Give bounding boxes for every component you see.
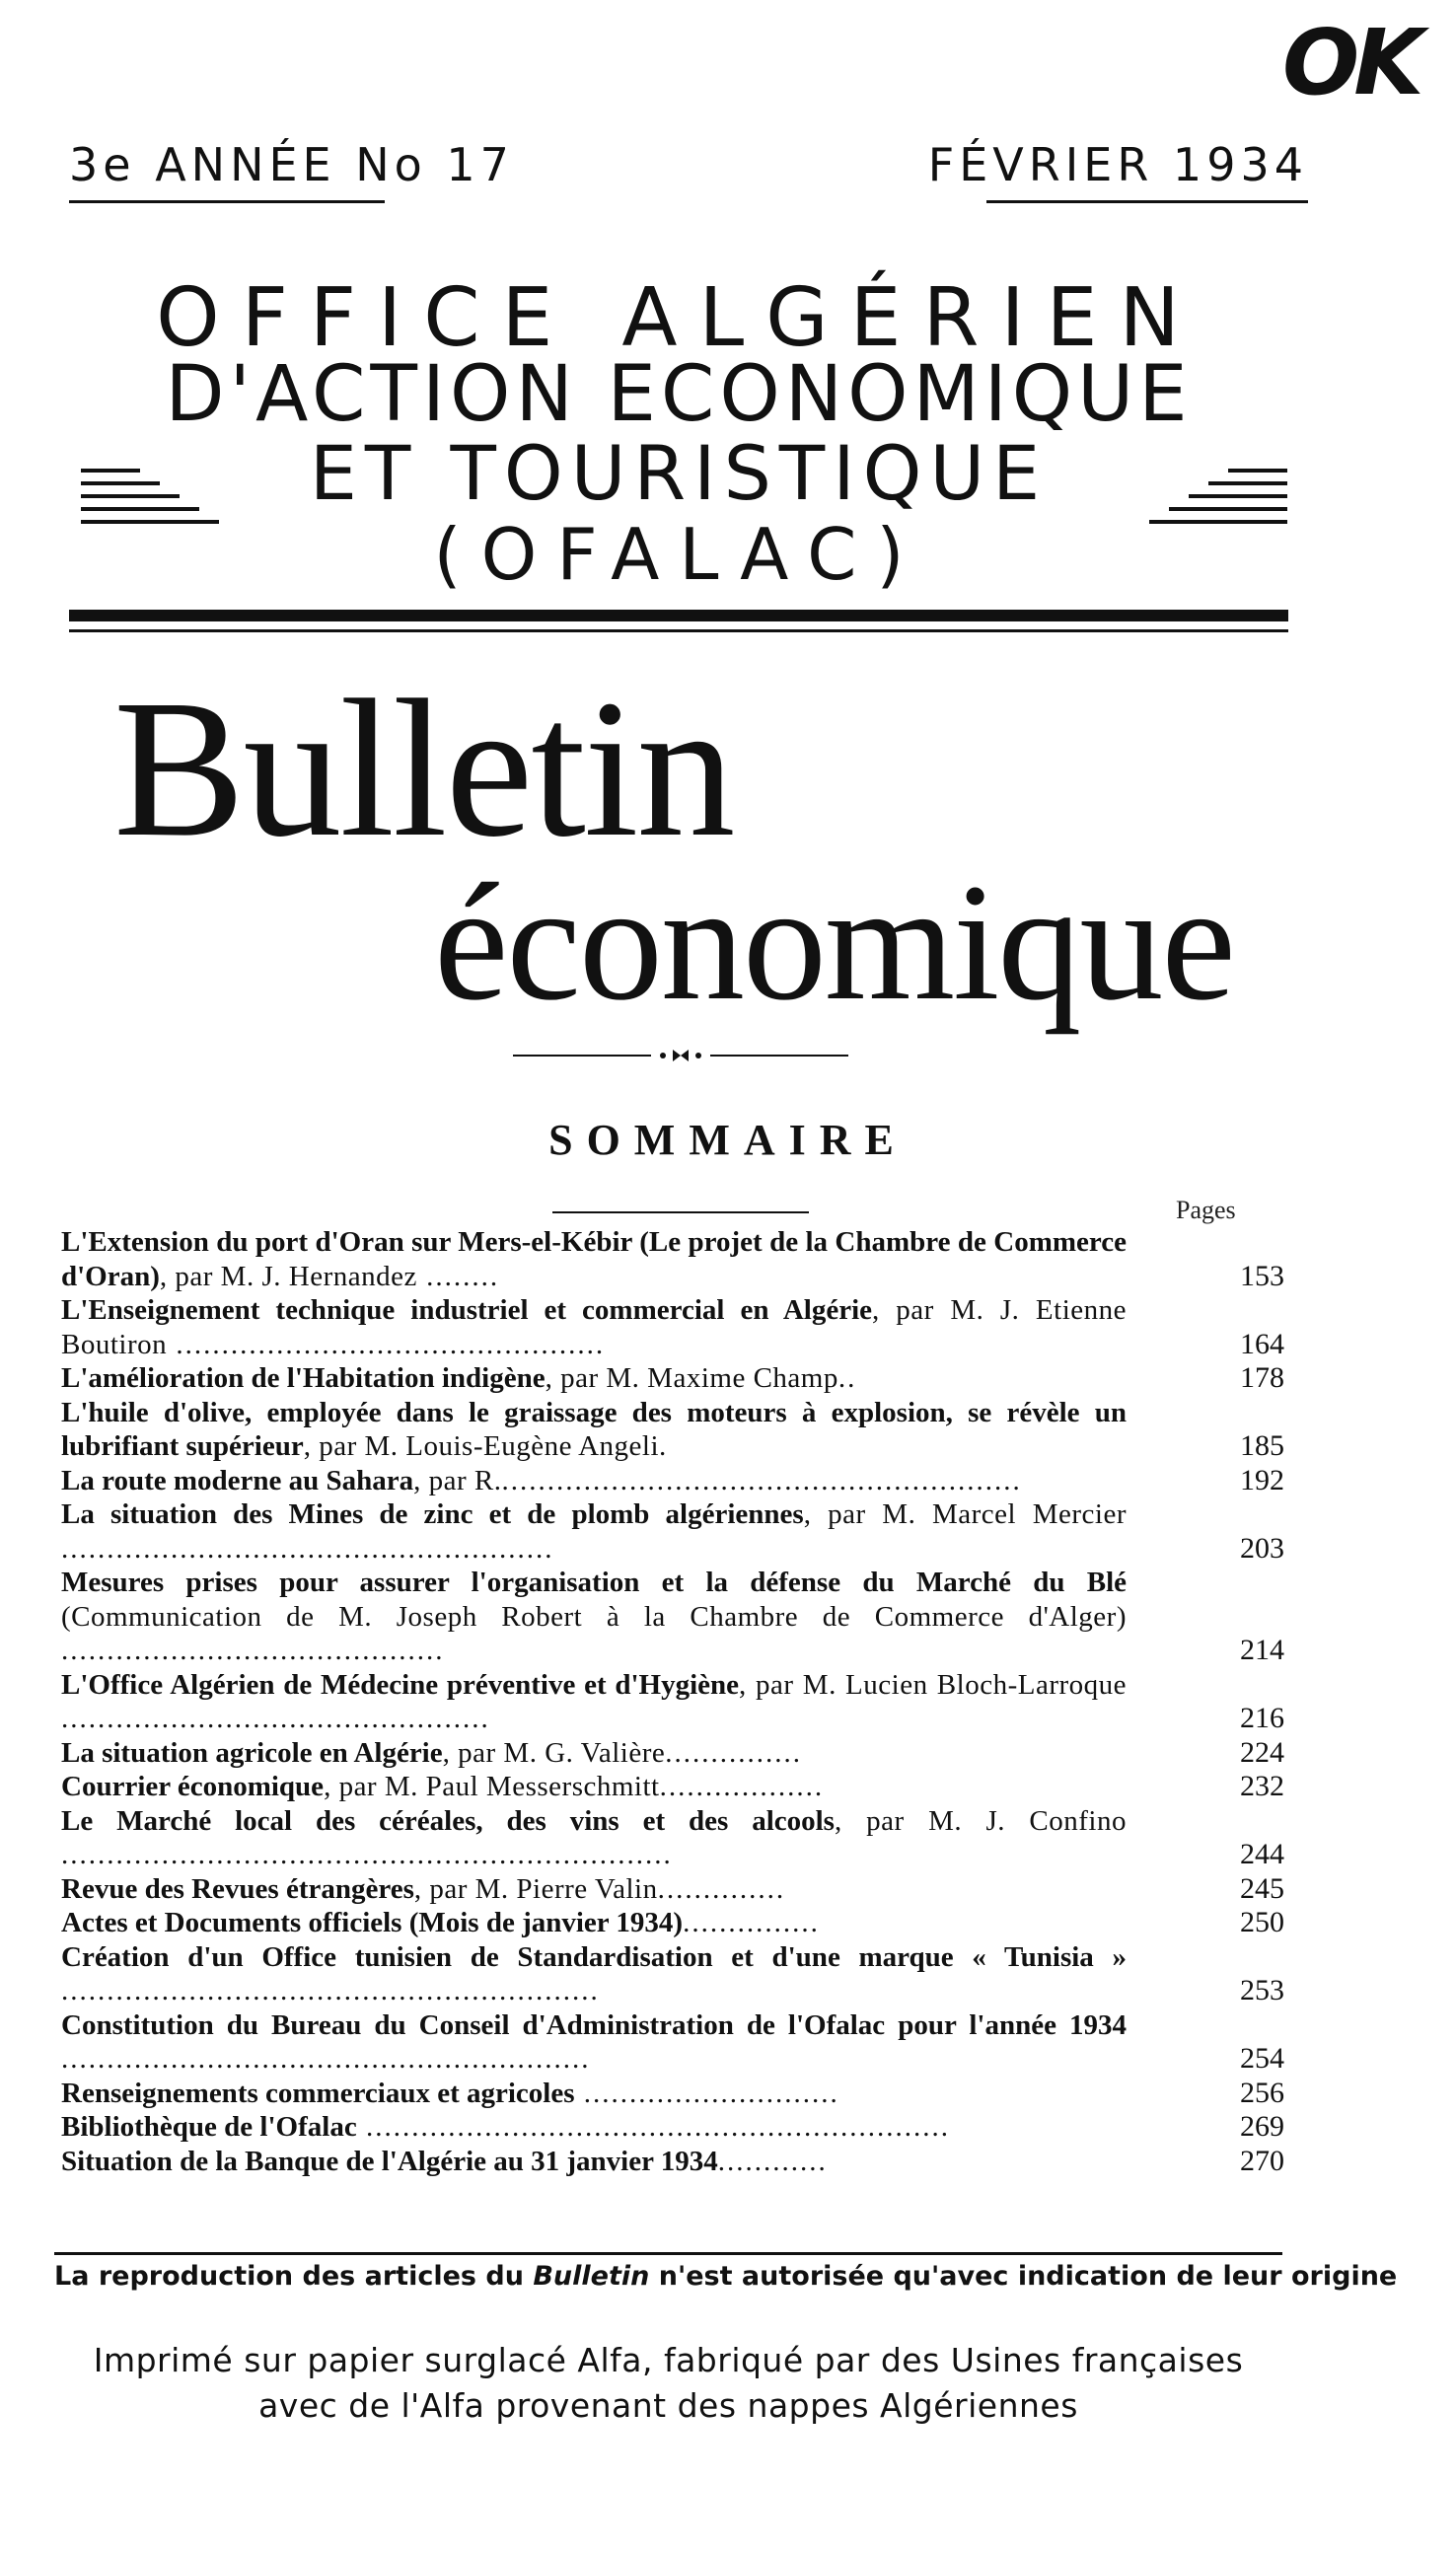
toc-entry-title: Bibliothèque de l'Ofalac [61,2111,357,2143]
organization-acronym: (OFALAC) [433,513,924,596]
reproduction-notice [54,2261,1398,2292]
header-thick-rule [69,610,1288,621]
left-line-ornament [81,469,219,567]
toc-entry-page: 214 [1240,1634,1284,1666]
imprint-line-1: Imprimé sur papier surglacé Alfa, fabriqué par des Usines françaises [93,2341,1244,2379]
toc-entry-page: 253 [1240,1974,1284,2006]
date-underline [986,200,1308,203]
toc-entry: Situation de la Banque de l'Algérie au 31 janvier 1934............ 270 [61,2144,1284,2177]
toc-entry-page: 153 [1240,1259,1284,1292]
toc-entry: Création d'un Office tunisien de Standardisation et d'une marque « Tunisia » ........................................................... 253 [61,1940,1284,2006]
toc-entry-credit: , par M. J. Etienne Boutiron [61,1294,1128,1360]
toc-entry-title: Création d'un Office tunisien de Standardisation et d'une marque « Tunisia » [61,1940,1127,1973]
toc-entry: Mesures prises pour assurer l'organisation et la défense du Marché du Blé (Communication de M. Joseph Robert à la Chambre de Commerce d'Alger) .......................................... 214 [61,1567,1284,1666]
toc-entry: La route moderne au Sahara, par R.......................................................... 192 [61,1463,1284,1496]
toc-entry-credit: , par M. Lucien Bloch-Larroque [739,1668,1128,1701]
toc-entry-credit: , par M. Pierre Valin [413,1872,658,1905]
toc-entry-credit: , par M. J. Confino [834,1804,1127,1837]
toc-entry: La situation des Mines de zinc et de plomb algériennes, par M. Marcel Mercier ...................................................... 203 [61,1498,1284,1565]
toc-entry-credit: , par M. J. Hernandez [159,1260,417,1292]
toc-entry-title: La route moderne au Sahara [61,1464,414,1496]
toc-entry-page: 203 [1240,1531,1284,1565]
toc-entry-page: 232 [1240,1770,1284,1802]
toc-entry-page: 164 [1240,1327,1284,1360]
toc-entry-page: 269 [1240,2110,1284,2143]
toc-entry-credit: , par M. Louis-Eugène Angeli. [303,1430,667,1462]
summary-heading: SOMMAIRE [548,1116,908,1164]
toc-entry-title: La situation agricole en Algérie [61,1736,443,1769]
footer-rule [54,2252,1282,2255]
toc-entry-title: Courrier économique [61,1771,325,1802]
toc-entry-page: 250 [1240,1906,1284,1938]
toc-entry [61,1396,1284,1464]
toc-entry-title: L'amélioration de l'Habitation indigène [61,1362,546,1394]
bulletin-title: Bulletin [113,660,734,878]
toc-entry-title: Revue des Revues étrangères [61,1872,414,1905]
toc-entry: L'Extension du port d'Oran sur Mers-el-Kébir (Le projet de la Chambre de Commerce d'Oran), par M. J. Hernandez ........ 153 [61,1226,1284,1292]
handwritten-ok-mark: OK [1282,10,1419,115]
toc-entry: La situation agricole en Algérie, par M. G. Valière............... 224 [61,1735,1284,1769]
pages-column-label: Pages [1176,1196,1236,1224]
toc-entry-page: 216 [1240,1702,1284,1734]
reproduction-notice-start: La reproduction des articles du [54,2261,534,2292]
toc-entry: Bibliothèque de l'Ofalac ................................................................ 269 [61,2110,1284,2143]
toc-entry-title: L'huile d'olive, employée dans le graissage des moteurs à explosion, se révèle un lubrifiant supérieur [61,1396,1127,1462]
title-ornament [513,1046,848,1065]
toc-entry-page: 256 [1240,2076,1284,2109]
imprint-line-2: avec de l'Alfa provenant des nappes Algériennes [258,2386,1078,2425]
header-thin-rule [69,629,1288,632]
toc-entry: Courrier économique, par M. Paul Messerschmitt.................. 232 [61,1770,1284,1802]
economique-title: économique [434,849,1234,1035]
toc-entry-page: 185 [1240,1429,1284,1462]
toc-entry-title: Actes et Documents officiels (Mois de janvier 1934) [61,1907,684,1938]
toc-entry: L'amélioration de l'Habitation indigène, par M. Maxime Champ.. 178 [61,1361,1284,1394]
toc-entry-title: La situation des Mines de zinc et de plomb algériennes [61,1498,804,1530]
toc-entry: Actes et Documents officiels (Mois de janvier 1934)............... 250 [61,1906,1284,1938]
toc-entry: Renseignements commerciaux et agricoles ............................ 256 [61,2076,1284,2109]
toc-entry-credit: , par M. Marcel Mercier [803,1498,1128,1530]
imprint-notice [54,2338,1282,2429]
organization-line-1: OFFICE ALGÉRIEN [156,271,1201,365]
toc-entry: L'Enseignement technique industriel et commercial en Algérie, par M. J. Etienne Boutiron ............................................... 164 [61,1294,1284,1360]
edition-underline [69,200,385,203]
toc-entry: Constitution du Bureau du Conseil d'Administration de l'Ofalac pour l'année 1934 .......................................................... 254 [61,2008,1284,2075]
toc-entry: Le Marché local des céréales, des vins et des alcools, par M. J. Confino ................................................................... 244 [61,1804,1284,1870]
toc-entry-title: Situation de la Banque de l'Algérie au 31 janvier 1934 [61,2145,718,2177]
toc-entry-title: L'Office Algérien de Médecine préventive et d'Hygiène [61,1668,740,1701]
toc-entry-credit: , par M. Maxime Champ [545,1362,838,1394]
toc-entry-title: Mesures prises pour assurer l'organisation et la défense du Marché du Blé [61,1567,1127,1598]
edition-number: 3e ANNÉE No 17 [69,138,514,191]
organization-line-2: D'ACTION ECONOMIQUE [165,350,1193,439]
toc-entry-title: Le Marché local des céréales, des vins et des alcools [61,1804,835,1837]
toc-entry-page: 270 [1240,2144,1284,2177]
toc-entry-page: 254 [1240,2042,1284,2075]
toc-entry-page: 192 [1240,1463,1284,1496]
toc-entry-title: L'Enseignement technique industriel et commercial en Algérie [61,1294,873,1326]
table-of-contents [61,1225,1284,2178]
toc-entry-credit: , par R. [413,1464,502,1496]
toc-entry-title: L'Extension du port d'Oran sur Mers-el-Kébir (Le projet de la Chambre de Commerce d'Oran) [61,1226,1127,1292]
toc-entry-page: 245 [1240,1871,1284,1905]
toc-entry: L'Office Algérien de Médecine préventive et d'Hygiène, par M. Lucien Bloch-Larroque ............................................... 216 [61,1668,1284,1734]
toc-entry-title: Constitution du Bureau du Conseil d'Administration de l'Ofalac pour l'année 1934 [61,2008,1127,2041]
reproduction-notice-end: n'est autorisée qu'avec indication de leur origine [649,2261,1398,2292]
toc-entry-page: 224 [1240,1735,1284,1769]
right-line-ornament [1149,469,1287,567]
summary-heading-rule [552,1211,809,1213]
issue-date: FÉVRIER 1934 [927,138,1308,191]
toc-entry-credit: , par M. G. Valière [442,1736,666,1769]
reproduction-notice-bulletin: Bulletin [533,2261,650,2292]
toc-entry-title: Renseignements commerciaux et agricoles [61,2077,575,2109]
toc-entry-credit: , par M. Paul Messerschmitt [324,1771,660,1802]
organization-line-3: ET TOURISTIQUE [309,429,1049,517]
toc-entry-page: 178 [1240,1361,1284,1394]
toc-entry-credit: (Communication de M. Joseph Robert à la Chambre de Commerce d'Alger) [61,1600,1127,1633]
toc-entry-page: 244 [1240,1838,1284,1870]
toc-entry: Revue des Revues étrangères, par M. Pierre Valin.............. 245 [61,1871,1284,1905]
